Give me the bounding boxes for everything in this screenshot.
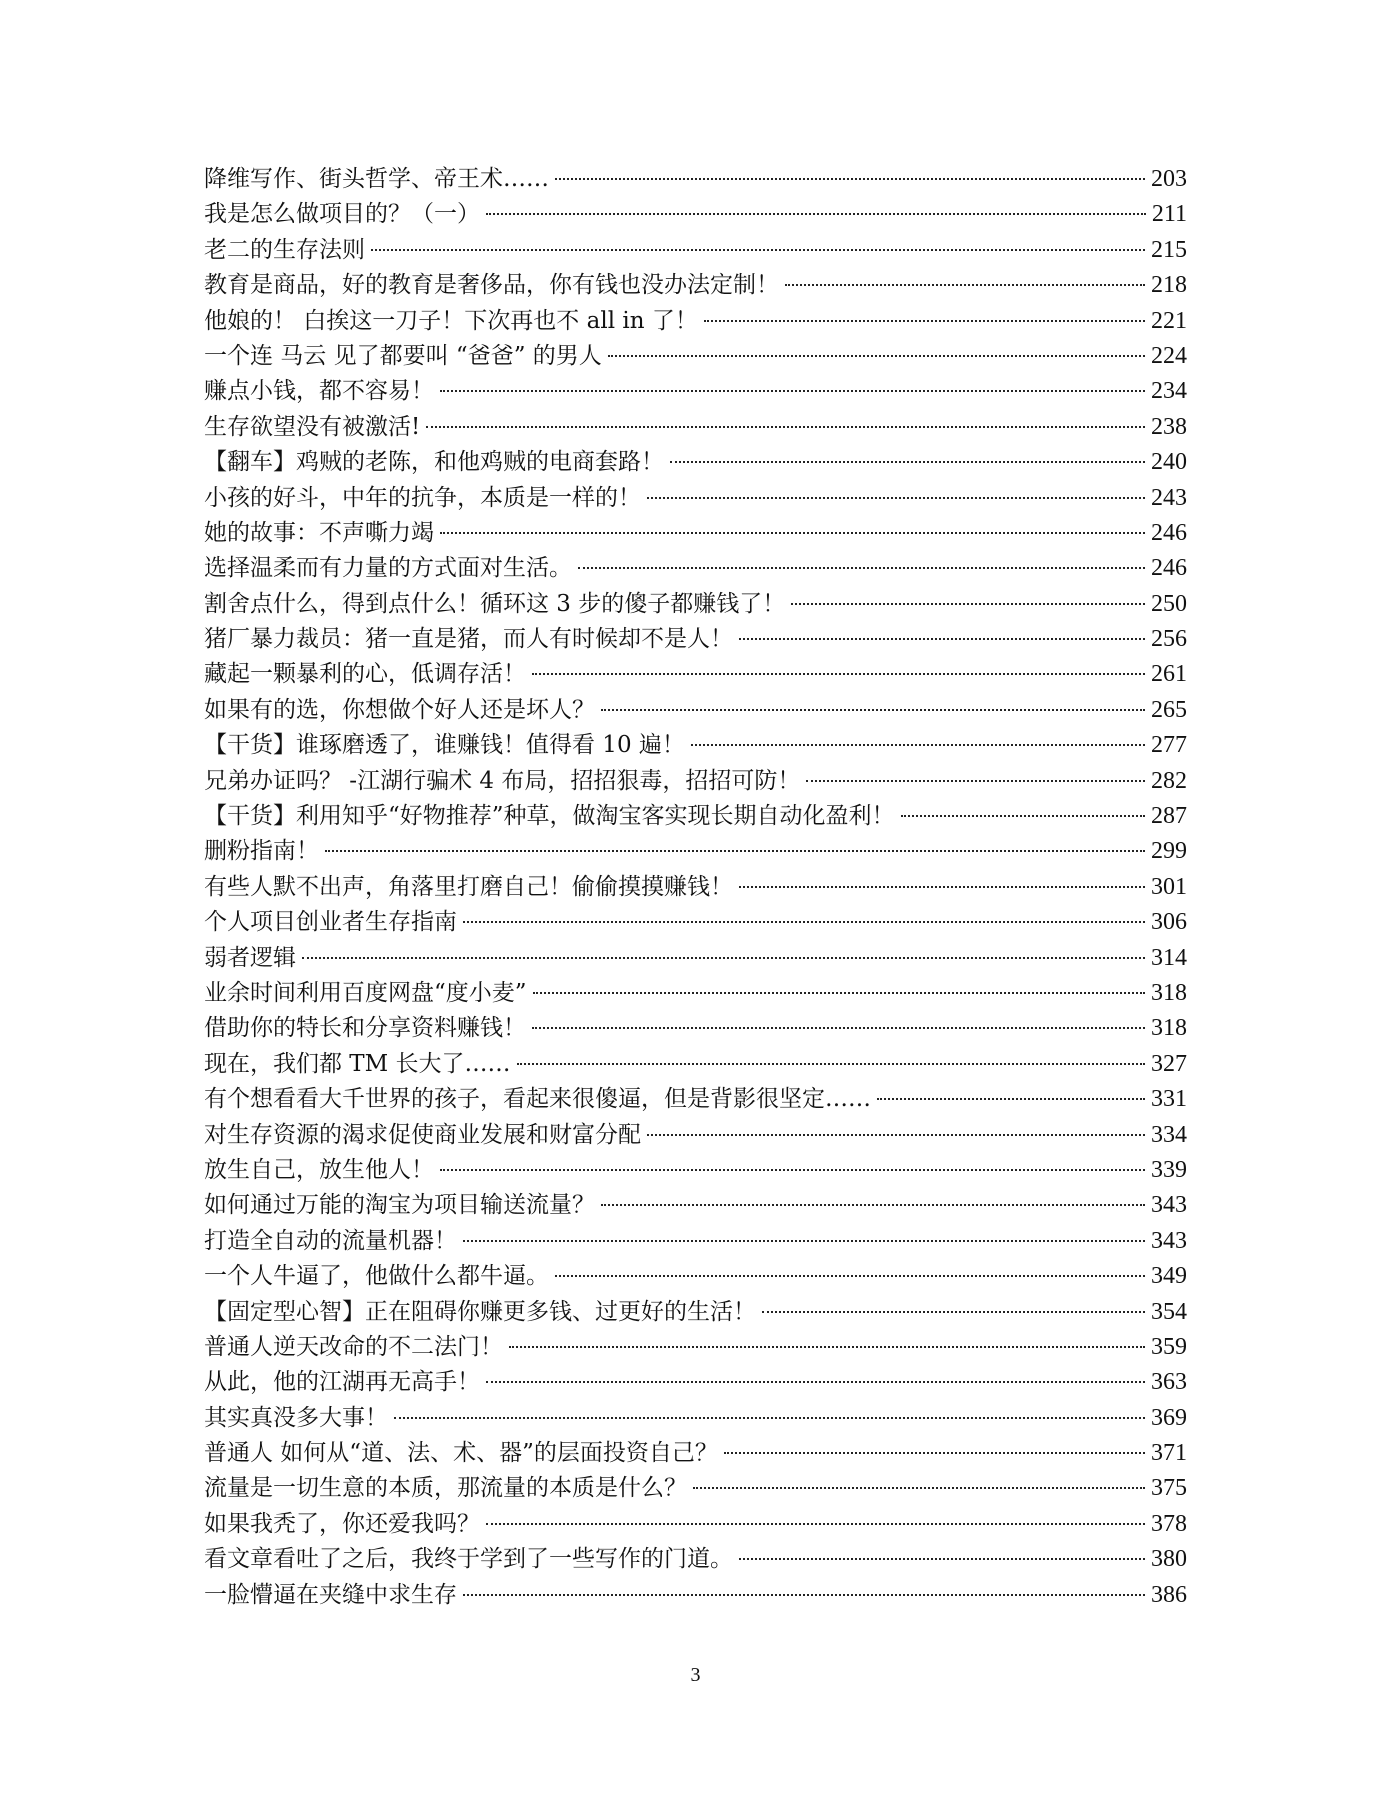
toc-entry-page-number: 378 <box>1151 1510 1187 1537</box>
toc-entry-title: 从此，他的江湖再无高手！ <box>204 1369 480 1396</box>
toc-entry[interactable] <box>204 1011 1187 1046</box>
toc-entry[interactable] <box>204 799 1187 834</box>
toc-entry-title: 个人项目创业者生存指南 <box>204 909 457 936</box>
toc-entry-title: 兄弟办证吗？ -江湖行骗术 4 布局，招招狠毒，招招可防！ <box>204 767 801 794</box>
toc-entry-title: 普通人 如何从“道、法、术、器”的层面投资自己？ <box>204 1440 718 1467</box>
dot-leader <box>463 1593 1145 1596</box>
toc-entry[interactable] <box>204 976 1187 1011</box>
toc-entry-title: 有些人默不出声，角落里打磨自己！偷偷摸摸赚钱！ <box>204 873 733 900</box>
dot-leader <box>578 566 1145 569</box>
page-number: 3 <box>690 1664 701 1686</box>
toc-entry-title: 生存欲望没有被激活! <box>204 413 421 440</box>
toc-entry-page-number: 301 <box>1151 873 1187 900</box>
toc-entry-title: 打造全自动的流量机器！ <box>204 1227 457 1254</box>
dot-leader <box>739 1557 1145 1560</box>
dot-leader <box>486 212 1146 215</box>
toc-entry[interactable] <box>204 870 1187 905</box>
dot-leader <box>463 1239 1145 1242</box>
dot-leader <box>555 1274 1145 1277</box>
toc-entry-page-number: 343 <box>1151 1192 1187 1219</box>
toc-entry-page-number: 386 <box>1151 1581 1187 1608</box>
toc-entry-page-number: 334 <box>1151 1121 1187 1148</box>
toc-entry-title: 对生存资源的渴求促使商业发展和财富分配 <box>204 1121 641 1148</box>
toc-entry[interactable] <box>204 693 1187 728</box>
dot-leader <box>704 319 1145 322</box>
toc-entry-page-number: 327 <box>1151 1050 1187 1077</box>
dot-leader <box>670 460 1145 463</box>
dot-leader <box>302 956 1145 959</box>
toc-entry[interactable] <box>204 622 1187 657</box>
toc-entry[interactable] <box>204 551 1187 586</box>
toc-entry-title: 放生自己，放生他人！ <box>204 1156 434 1183</box>
toc-entry-title: 普通人逆天改命的不二法门！ <box>204 1333 503 1360</box>
dot-leader <box>762 1310 1145 1313</box>
toc-entry[interactable] <box>204 1471 1187 1506</box>
toc-entry-title: 借助你的特长和分享资料赚钱！ <box>204 1015 526 1042</box>
toc-entry-page-number: 234 <box>1151 378 1187 405</box>
dot-leader <box>806 779 1145 782</box>
toc-entry-page-number: 221 <box>1151 307 1187 334</box>
toc-entry-page-number: 282 <box>1151 767 1187 794</box>
toc-entry-page-number: 243 <box>1151 484 1187 511</box>
dot-leader <box>486 1380 1145 1383</box>
toc-entry[interactable] <box>204 1295 1187 1330</box>
toc-entry-page-number: 318 <box>1151 979 1187 1006</box>
toc-entry-page-number: 363 <box>1151 1369 1187 1396</box>
toc-entry-title: 其实真没多大事！ <box>204 1404 388 1431</box>
dot-leader <box>724 1451 1145 1454</box>
toc-entry-title: 一脸懵逼在夹缝中求生存 <box>204 1581 457 1608</box>
toc-entry-title: 现在，我们都 TM 长大了…… <box>204 1050 511 1077</box>
toc-entry-page-number: 339 <box>1151 1156 1187 1183</box>
toc-entry-title: 藏起一颗暴利的心，低调存活！ <box>204 661 526 688</box>
toc-entry[interactable] <box>204 1118 1187 1153</box>
toc-entry[interactable] <box>204 374 1187 409</box>
dot-leader <box>877 1097 1145 1100</box>
dot-leader <box>739 885 1145 888</box>
toc-entry[interactable] <box>204 1224 1187 1259</box>
toc-entry-title: 【干货】利用知乎“好物推荐”种草，做淘宝客实现长期自动化盈利！ <box>204 803 895 830</box>
dot-leader <box>601 1203 1145 1206</box>
table-of-contents <box>204 162 1187 1613</box>
toc-entry[interactable] <box>204 657 1187 692</box>
toc-entry[interactable] <box>204 1153 1187 1188</box>
toc-entry-title: 老二的生存法则 <box>204 236 365 263</box>
toc-entry-title: 割舍点什么，得到点什么！循环这 3 步的傻子都赚钱了！ <box>204 590 786 617</box>
toc-entry[interactable] <box>204 1365 1187 1400</box>
toc-entry[interactable] <box>204 1259 1187 1294</box>
toc-entry[interactable] <box>204 304 1187 339</box>
toc-entry-page-number: 211 <box>1151 201 1187 228</box>
dot-leader <box>426 425 1145 428</box>
toc-entry-title: 降维写作、街头哲学、帝王术…… <box>204 166 549 192</box>
toc-entry-page-number: 287 <box>1151 803 1187 830</box>
toc-entry[interactable] <box>204 162 1187 197</box>
toc-entry-title: 【固定型心智】正在阻碍你赚更多钱、过更好的生活！ <box>204 1298 756 1325</box>
toc-entry-title: 赚点小钱，都不容易！ <box>204 378 434 405</box>
toc-entry[interactable] <box>204 1401 1187 1436</box>
dot-leader <box>440 389 1145 392</box>
toc-entry[interactable] <box>204 1082 1187 1117</box>
toc-entry[interactable] <box>204 1507 1187 1542</box>
toc-entry[interactable] <box>204 1330 1187 1365</box>
dot-leader <box>608 354 1145 357</box>
dot-leader <box>647 496 1145 499</box>
dot-leader <box>325 849 1145 852</box>
toc-entry[interactable] <box>204 905 1187 940</box>
toc-entry[interactable] <box>204 410 1187 445</box>
dot-leader <box>647 1133 1145 1136</box>
toc-entry-page-number: 203 <box>1151 166 1187 192</box>
toc-entry[interactable] <box>204 1542 1187 1577</box>
toc-entry-title: 如何通过万能的淘宝为项目输送流量？ <box>204 1192 595 1219</box>
toc-entry-title: 猪厂暴力裁员：猪一直是猪，而人有时候却不是人！ <box>204 626 733 653</box>
dot-leader <box>791 602 1145 605</box>
dot-leader <box>739 637 1145 640</box>
toc-entry-title: 【翻车】鸡贼的老陈，和他鸡贼的电商套路！ <box>204 449 664 476</box>
toc-entry-page-number: 250 <box>1151 590 1187 617</box>
dot-leader <box>371 248 1145 251</box>
toc-entry[interactable] <box>204 268 1187 303</box>
toc-entry-page-number: 349 <box>1151 1263 1187 1290</box>
toc-entry-title: 删粉指南！ <box>204 838 319 865</box>
toc-entry[interactable] <box>204 445 1187 480</box>
toc-entry-title: 有个想看看大千世界的孩子，看起来很傻逼，但是背影很坚定…… <box>204 1086 871 1113</box>
dot-leader <box>532 1026 1145 1029</box>
toc-entry[interactable] <box>204 834 1187 869</box>
toc-entry-page-number: 306 <box>1151 909 1187 936</box>
toc-entry-title: 教育是商品，好的教育是奢侈品，你有钱也没办法定制！ <box>204 272 779 299</box>
dot-leader <box>693 1486 1145 1489</box>
toc-entry-title: 【干货】谁琢磨透了，谁赚钱！值得看 10 遍！ <box>204 732 685 759</box>
toc-entry-page-number: 246 <box>1151 519 1187 546</box>
toc-entry-page-number: 369 <box>1151 1404 1187 1431</box>
toc-entry-title: 选择温柔而有力量的方式面对生活。 <box>204 555 572 582</box>
toc-entry-page-number: 354 <box>1151 1298 1187 1325</box>
toc-entry-title: 如果有的选，你想做个好人还是坏人？ <box>204 696 595 723</box>
toc-entry[interactable] <box>204 1436 1187 1471</box>
dot-leader <box>486 1522 1145 1525</box>
toc-entry-page-number: 261 <box>1151 661 1187 688</box>
toc-entry-title: 我是怎么做项目的？（一） <box>204 201 480 228</box>
toc-entry-title: 一个人牛逼了，他做什么都牛逼。 <box>204 1263 549 1290</box>
dot-leader <box>532 672 1145 675</box>
dot-leader <box>440 531 1145 534</box>
dot-leader <box>901 814 1145 817</box>
toc-entry[interactable] <box>204 339 1187 374</box>
dot-leader <box>394 1416 1145 1419</box>
toc-entry-title: 流量是一切生意的本质，那流量的本质是什么？ <box>204 1475 687 1502</box>
toc-entry-page-number: 375 <box>1151 1475 1187 1502</box>
toc-entry-page-number: 238 <box>1151 413 1187 440</box>
toc-entry[interactable] <box>204 587 1187 622</box>
toc-entry-title: 业余时间利用百度网盘“度小麦” <box>204 979 527 1006</box>
toc-entry[interactable] <box>204 941 1187 976</box>
toc-entry-title: 一个连 马云 见了都要叫 “爸爸” 的男人 <box>204 342 602 369</box>
toc-entry-title: 他娘的！ 白挨这一刀子！下次再也不 all in 了！ <box>204 307 698 334</box>
toc-entry-title: 如果我秃了，你还爱我吗？ <box>204 1510 480 1537</box>
dot-leader <box>533 991 1145 994</box>
toc-entry-page-number: 371 <box>1151 1440 1187 1467</box>
toc-entry-page-number: 359 <box>1151 1333 1187 1360</box>
toc-entry-title: 弱者逻辑 <box>204 944 296 971</box>
toc-entry[interactable] <box>204 1047 1187 1082</box>
dot-leader <box>509 1345 1145 1348</box>
dot-leader <box>463 920 1145 923</box>
toc-entry-title: 小孩的好斗，中年的抗争，本质是一样的！ <box>204 484 641 511</box>
dot-leader <box>555 177 1145 180</box>
toc-entry-page-number: 218 <box>1151 272 1187 299</box>
dot-leader <box>601 708 1145 711</box>
dot-leader <box>785 283 1145 286</box>
toc-entry[interactable] <box>204 1188 1187 1223</box>
toc-entry[interactable] <box>204 1578 1187 1613</box>
toc-entry-page-number: 343 <box>1151 1227 1187 1254</box>
toc-entry-page-number: 380 <box>1151 1546 1187 1573</box>
toc-entry-page-number: 299 <box>1151 838 1187 865</box>
toc-entry[interactable] <box>204 728 1187 763</box>
toc-entry[interactable] <box>204 481 1187 516</box>
toc-entry[interactable] <box>204 516 1187 551</box>
toc-entry[interactable] <box>204 233 1187 268</box>
toc-entry-title: 看文章看吐了之后，我终于学到了一些写作的门道。 <box>204 1546 733 1573</box>
toc-entry-page-number: 314 <box>1151 944 1187 971</box>
toc-entry-page-number: 224 <box>1151 342 1187 369</box>
toc-entry-page-number: 331 <box>1151 1086 1187 1113</box>
toc-entry-page-number: 240 <box>1151 449 1187 476</box>
toc-entry-page-number: 265 <box>1151 696 1187 723</box>
toc-entry-page-number: 215 <box>1151 236 1187 263</box>
toc-entry[interactable] <box>204 197 1187 232</box>
dot-leader <box>691 743 1145 746</box>
toc-entry-page-number: 246 <box>1151 555 1187 582</box>
dot-leader <box>517 1062 1145 1065</box>
toc-entry-page-number: 277 <box>1151 732 1187 759</box>
dot-leader <box>440 1168 1145 1171</box>
toc-entry[interactable] <box>204 764 1187 799</box>
toc-entry-page-number: 318 <box>1151 1015 1187 1042</box>
toc-entry-title: 她的故事：不声嘶力竭 <box>204 519 434 546</box>
toc-entry-page-number: 256 <box>1151 626 1187 653</box>
